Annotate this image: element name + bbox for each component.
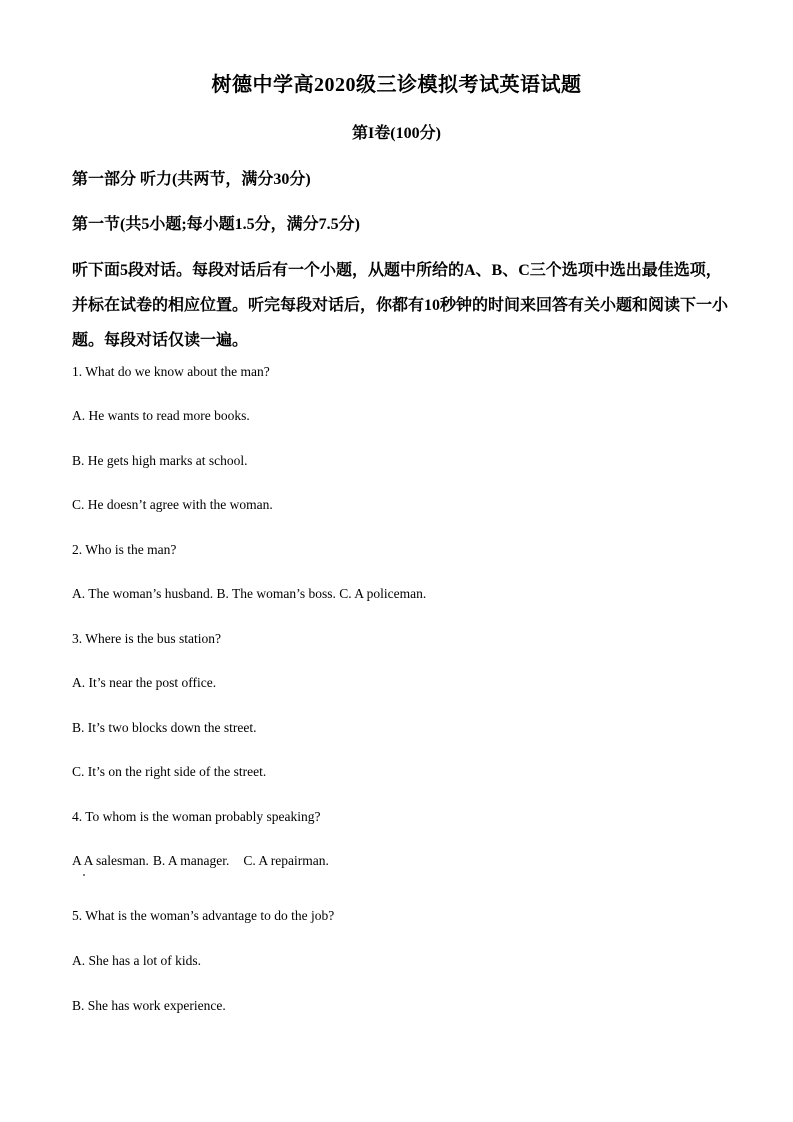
question-4-option-c: C. A repairman.	[243, 853, 329, 868]
question-2-options: A. The woman’s husband. B. The woman’s boss. C. A policeman.	[72, 586, 427, 601]
question-4-option-b: B. A manager.	[152, 853, 230, 868]
part-heading: 第一部分 听力(共两节，满分30分)	[72, 171, 311, 188]
question-3-option-a: A. It’s near the post office.	[72, 675, 217, 690]
question-4-option-a: A A salesman.	[72, 853, 149, 868]
listening-instruction: 听下面5段对话。每段对话后有一个小题，从题中所给的A、B、C三个选项中选出最佳选项，并标在试卷的相应位置。听完每段对话后，你都有10秒钟的时间来回答有关小题和阅读下一小题。每段对话仅读一遍。	[72, 262, 729, 349]
question-5-stem: 5. What is the woman’s advantage to do the job?	[72, 908, 335, 923]
volume-heading: 第I卷(100分)	[352, 125, 441, 142]
question-5-option-a: A. She has a lot of kids.	[72, 953, 201, 968]
stray-mark	[83, 874, 85, 876]
question-4-options	[72, 853, 329, 869]
question-1-option-c: C. He doesn’t agree with the woman.	[72, 497, 273, 512]
question-1-option-a: A. He wants to read more books.	[72, 408, 250, 423]
exam-title: 树德中学高2020级三诊模拟考试英语试题	[211, 74, 582, 96]
question-3-option-b: B. It’s two blocks down the street.	[72, 720, 257, 735]
question-3-option-c: C. It’s on the right side of the street.	[72, 764, 267, 779]
question-4-stem: 4. To whom is the woman probably speaking?	[72, 809, 321, 824]
question-1-option-b: B. He gets high marks at school.	[72, 453, 248, 468]
question-3-stem: 3. Where is the bus station?	[72, 631, 221, 646]
question-2-stem: 2. Who is the man?	[72, 542, 177, 557]
question-5-option-b: B. She has work experience.	[72, 998, 226, 1013]
question-1-stem: 1. What do we know about the man?	[72, 364, 270, 379]
section-heading: 第一节(共5小题;每小题1.5分，满分7.5分)	[72, 216, 360, 233]
